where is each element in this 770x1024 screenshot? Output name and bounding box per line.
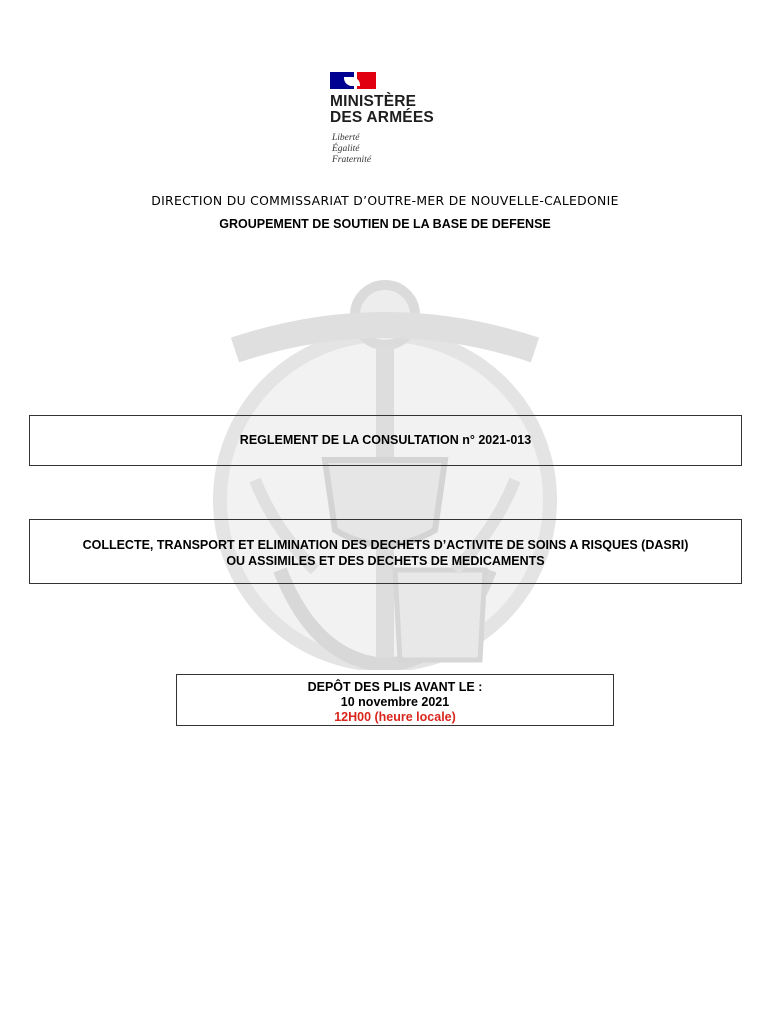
reglement-box (29, 415, 742, 466)
marianne-flag-icon (330, 72, 376, 89)
logo-motto (332, 133, 371, 166)
direction-title: DIRECTION DU COMMISSARIAT D’OUTRE-MER DE NOUVELLE-CALEDONIE (151, 193, 619, 208)
logo-motto-line2: Égalité (332, 144, 360, 154)
logo-motto-line1: Liberté (332, 133, 360, 143)
objet-box (29, 519, 742, 584)
depot-box (176, 674, 614, 726)
groupement-title: GROUPEMENT DE SOUTIEN DE LA BASE DE DEFENSE (219, 217, 551, 231)
logo-name-line2: DES ARMÉES (330, 109, 434, 126)
reglement-title: REGLEMENT DE LA CONSULTATION n° 2021-013 (239, 433, 532, 447)
logo-name-line1: MINISTÈRE (330, 93, 417, 110)
objet-line1: COLLECTE, TRANSPORT ET ELIMINATION DES DECHETS D’ACTIVITE DE SOINS A RISQUES (DASRI) (82, 538, 689, 552)
objet-line2: OU ASSIMILES ET DES DECHETS DE MEDICAMENTS (226, 554, 545, 568)
ministry-logo (330, 72, 450, 167)
anchor-emblem-watermark-icon (195, 270, 575, 670)
logo-ministry-name (330, 94, 434, 126)
depot-label: DEPÔT DES PLIS AVANT LE : (307, 680, 483, 694)
depot-time: 12H00 (heure locale) (334, 710, 456, 724)
logo-motto-line3: Fraternité (332, 155, 372, 165)
depot-date: 10 novembre 2021 (340, 695, 450, 709)
